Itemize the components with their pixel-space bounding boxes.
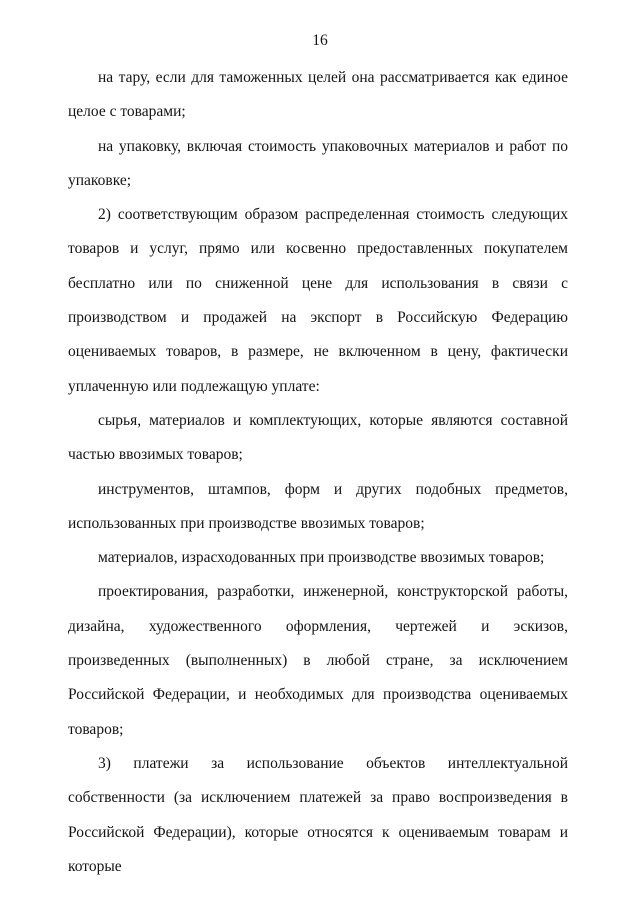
paragraph-tara: на тару, если для таможенных целей она рассматривается как единое целое с товарами; (68, 69, 568, 121)
paragraph-tools: инструментов, штампов, форм и других подобных предметов, использованных при производстве ввозимых товаров; (68, 480, 568, 532)
paragraph-raw-materials: сырья, материалов и комплектующих, которые являются составной частью ввозимых товаров; (68, 411, 568, 464)
paragraph-design-work: проектирования, разработки, инженерной, конструкторской работы, дизайна, художественного оформления, чертежей и эскизов, произведенных (выполненных) в любой стране, за исключением Российской Федерации, и необходимых для производства оцениваемых товаров; (68, 583, 568, 738)
paragraph-packaging: на упаковку, включая стоимость упаковочных материалов и работ по упаковке; (68, 137, 568, 189)
paragraph-consumed-materials: материалов, израсходованных при производстве ввозимых товаров; (98, 549, 545, 567)
page-number: 16 (312, 32, 328, 49)
document-body (68, 61, 568, 884)
paragraph-item-3: 3) платежи за использование объектов интеллектуальной собственности (за исключением платежей за право воспроизведения в Российской Федерации), которые относятся к оцениваемым товарам и которые (68, 754, 568, 875)
paragraph-item-2: 2) соответствующим образом распределенная стоимость следующих товаров и услуг, прямо или косвенно предоставленных покупателем бесплатно или по сниженной цене для использования в связи с производством и продажей на экспорт в Российскую Федерацию оцениваемых товаров, в размере, не включенном в цену, фактически уплаченную или подлежащую уплате: (68, 206, 568, 395)
